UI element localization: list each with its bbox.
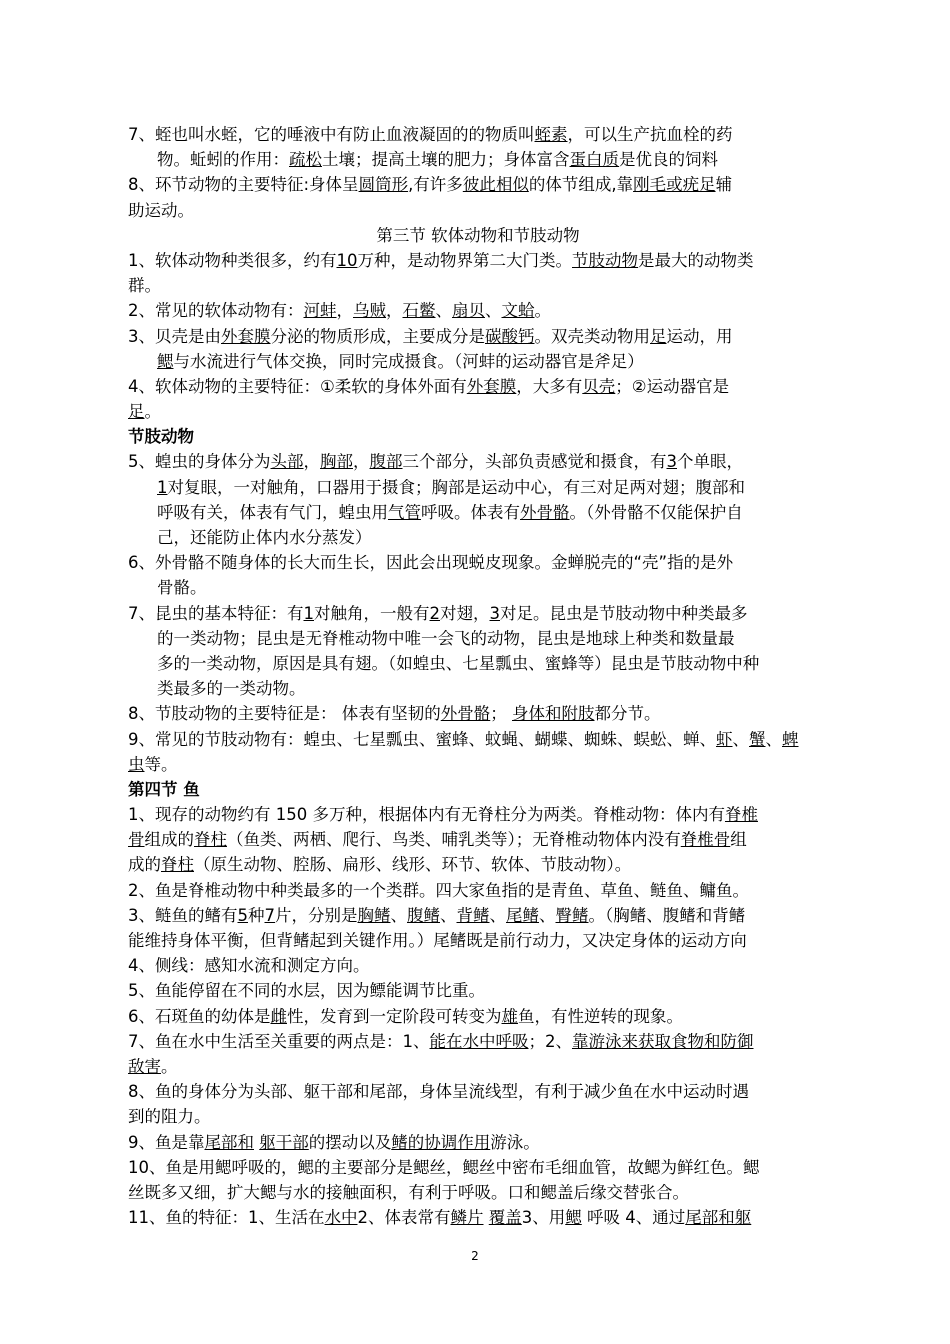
text-run: 万种，是动物界第二大门类。 [357, 250, 572, 270]
answer-blank: 靠游泳来获取食物和防御 [572, 1031, 754, 1051]
answer-blank: 尾鳍 [506, 905, 539, 925]
text-run: 辅 [715, 175, 733, 195]
text-run: 、 [435, 301, 452, 321]
text-run: 第三节 软体动物和节肢动物 [376, 225, 580, 245]
text-line [128, 1104, 828, 1129]
text-run: 5、鱼能停留在不同的水层，因为鳔能调节比重。 [128, 981, 485, 1001]
text-line [128, 903, 828, 928]
answer-blank: 蛭素 [534, 125, 568, 144]
text-run: 游泳。 [490, 1132, 540, 1152]
text-run: 3、贝壳是由 [128, 326, 221, 346]
text-line [128, 374, 828, 399]
text-run: 7、蛭也叫水蛭，它的唾液中有防止血液凝固的的物质叫 [128, 125, 535, 144]
text-run: 物。蚯蚓的作用： [157, 150, 289, 170]
answer-blank: 10 [336, 250, 358, 270]
text-line [128, 651, 828, 676]
text-run: 第四节 鱼 [128, 779, 200, 799]
text-run: 组 [730, 830, 747, 850]
text-run: 呼吸 4、通过 [581, 1208, 686, 1228]
text-run: ， [353, 452, 370, 472]
text-run: 等。 [144, 754, 178, 774]
answer-blank: 蜱 [782, 729, 799, 749]
text-run: 、 [440, 905, 457, 925]
text-line [128, 1155, 828, 1180]
text-line [128, 1054, 828, 1079]
answer-blank: 脊椎骨 [680, 830, 731, 850]
text-line [128, 122, 828, 147]
text-run: 。 [534, 301, 551, 321]
answer-blank: 臀鳍 [555, 905, 589, 925]
answer-blank: 尾部和 [204, 1132, 254, 1152]
text-run: 分泌的物质形成，主要成分是 [270, 326, 485, 346]
answer-blank: 外套膜 [221, 326, 271, 346]
text-run: 种 [248, 905, 265, 925]
text-run: 、 [390, 905, 407, 925]
text-line [128, 273, 828, 298]
text-run: 、 [485, 301, 502, 321]
text-run: 6、石斑鱼的幼体是 [128, 1006, 271, 1026]
text-run: ，可以生产抗血栓的药 [567, 125, 733, 144]
text-run: 己，还能防止体内水分蒸发） [157, 528, 372, 547]
text-run: 对复眼，一对触角，口器用于摄食；胸部是运动中心，有三对足两对翅；腹部和 [167, 477, 745, 497]
answer-blank: 胸部 [320, 452, 353, 472]
text-run: 10、鱼是用鳃呼吸的，鳃的主要部分是鳃丝，鳃丝中密布毛细血管，故鳃为鲜红色。鳃 [128, 1157, 760, 1177]
answer-blank: 足 [650, 326, 667, 346]
answer-blank: 覆盖 [488, 1208, 522, 1228]
answer-blank: 腹部 [369, 452, 403, 472]
text-line [128, 1205, 828, 1230]
text-run: 呼吸有关，体表有气门，蝗虫用 [157, 502, 388, 522]
answer-blank: 蛋白质 [569, 150, 619, 170]
text-run: 4、侧线：感知水流和测定方向。 [128, 956, 370, 976]
answer-blank: 1 [157, 477, 168, 497]
text-run: ，大多有 [516, 376, 583, 396]
answer-blank: 外骨骼 [440, 704, 491, 724]
answer-blank: 外套膜 [466, 376, 517, 396]
text-run: 。（外骨骼不仅能保护自 [569, 502, 743, 522]
text-run: 、 [732, 729, 749, 749]
text-line [128, 1130, 828, 1155]
text-line [128, 752, 828, 777]
text-run: 对足。昆虫是节肢动物中种类最多 [500, 603, 748, 623]
text-line [128, 852, 828, 877]
text-run: 11、鱼的特征：1、生活在 [128, 1208, 325, 1228]
text-line [128, 449, 828, 474]
document-body [128, 122, 828, 1230]
text-run: 丝既多又细，扩大鳃与水的接触面积，有利于呼吸。口和鳃盖后缘交替张合。 [128, 1182, 689, 1202]
text-line [128, 978, 828, 1003]
answer-blank: 鳃 [157, 351, 174, 371]
answer-blank: 鳃 [565, 1208, 582, 1228]
text-line [128, 676, 828, 701]
text-run: 土壤；提高土壤的肥力；身体富含 [322, 150, 570, 170]
text-line [128, 500, 828, 525]
text-run: ,有许多 [408, 175, 463, 195]
text-line [128, 172, 828, 197]
text-line [128, 198, 828, 223]
text-line [128, 701, 828, 726]
answer-blank: 脊椎 [724, 805, 758, 825]
answer-blank: 虫 [128, 754, 145, 774]
answer-blank: 尾部和躯 [685, 1208, 752, 1228]
text-run: 都分节。 [594, 704, 661, 724]
text-run: 。 [144, 402, 161, 422]
text-run: 节肢动物 [128, 427, 194, 447]
text-run: 、 [539, 905, 556, 925]
answer-blank: 敌害 [128, 1056, 161, 1076]
answer-blank: 河蚌 [303, 301, 337, 321]
text-line [128, 727, 828, 752]
text-line [128, 399, 828, 424]
text-run: ；②运动器官是 [615, 376, 730, 396]
text-line [128, 525, 828, 550]
text-run: 成的 [128, 855, 161, 875]
answer-blank: 贝壳 [582, 376, 616, 396]
text-run: 。（胸鳍、腹鳍和背鳍 [588, 905, 746, 925]
answer-blank: 3 [666, 452, 677, 472]
answer-blank: 躯干部 [259, 1132, 309, 1152]
text-run: 7、昆虫的基本特征：有 [128, 603, 304, 623]
text-run: 组成的 [144, 830, 194, 850]
answer-blank: 雌 [270, 1006, 287, 1026]
text-run: ， [386, 301, 403, 321]
text-run: 能维持身体平衡，但背鳍起到关键作用。）尾鳍既是前行动力，又决定身体的运动方向 [128, 931, 747, 950]
text-run: 个单眼， [677, 452, 743, 472]
answer-blank: 虾 [716, 729, 733, 749]
answer-blank: 气管 [388, 502, 421, 522]
text-run: ； [490, 704, 512, 724]
text-line [128, 601, 828, 626]
answer-blank: 雄 [501, 1006, 518, 1026]
page-number: 2 [471, 1249, 479, 1263]
text-line [128, 827, 828, 852]
answer-blank: 2 [429, 603, 440, 623]
answer-blank: 鳞片 [450, 1208, 484, 1228]
text-run: 是最大的动物类 [638, 250, 754, 270]
text-line [128, 248, 828, 273]
text-run: 多的一类动物，原因是具有翅。（如蝗虫、七星瓢虫、蜜蜂等）昆虫是节肢动物中种 [157, 653, 760, 673]
answer-blank: 骨 [128, 830, 145, 850]
answer-blank: 1 [303, 603, 314, 623]
text-line [128, 953, 828, 978]
answer-blank: 足 [128, 402, 145, 422]
text-run: 与水流进行气体交换，同时完成摄食。（河蚌的运动器官是斧足） [173, 351, 644, 371]
text-run: 呼吸。体表有 [421, 502, 520, 522]
answer-blank: 身体和附肢 [512, 704, 595, 724]
text-line [128, 626, 828, 651]
answer-blank: 乌贼 [353, 301, 386, 321]
text-run: 是优良的饲料 [619, 150, 718, 170]
answer-blank: 刚毛或疣足 [633, 175, 716, 195]
text-run: 、 [489, 905, 506, 925]
text-run: （原生动物、腔肠、扁形、线形、环节、软体、节肢动物）。 [194, 855, 632, 875]
answer-blank: 3 [489, 603, 500, 623]
answer-blank: 扇贝 [452, 301, 485, 321]
text-line [128, 878, 828, 903]
text-run: 对翅， [440, 603, 490, 623]
text-run: （鱼类、两栖、爬行、鸟类、哺乳类等）；无脊椎动物体内没有 [227, 830, 681, 850]
answer-blank: 疏松 [289, 150, 322, 170]
text-line [128, 1004, 828, 1029]
text-run: 片，分别是 [275, 905, 358, 925]
answer-blank: 水中 [324, 1208, 358, 1228]
text-run: 。 [161, 1056, 178, 1076]
section-title [128, 223, 828, 248]
answer-blank: 头部 [270, 452, 304, 472]
answer-blank: 能在水中呼吸 [429, 1031, 529, 1051]
text-run: 对触角，一般有 [314, 603, 430, 623]
text-run: 4、软体动物的主要特征：①柔软的身体外面有 [128, 376, 467, 396]
text-run: ；2、 [528, 1031, 572, 1051]
answer-blank: 脊柱 [161, 855, 194, 875]
answer-blank: 5 [237, 905, 248, 925]
text-run: 6、外骨骼不随身体的长大而生长，因此会出现蜕皮现象。金蝉脱壳的“壳”指的是外 [128, 553, 734, 573]
text-run: 鱼，有性逆转的现象。 [518, 1006, 683, 1026]
answer-blank: 胸鳍 [357, 905, 391, 925]
text-line [128, 575, 828, 600]
answer-blank: 碳酸钙 [485, 326, 535, 346]
text-line [128, 298, 828, 323]
text-line [128, 802, 828, 827]
answer-blank: 7 [264, 905, 275, 925]
answer-blank: 石鳖 [402, 301, 436, 321]
text-run: 到的阻力。 [128, 1107, 211, 1127]
text-run: ， [336, 301, 353, 321]
answer-blank: 圆筒形 [358, 175, 409, 195]
answer-blank: 腹鳍 [407, 905, 440, 925]
text-run: 1、现存的动物约有 150 多万种，根据体内有无脊柱分为两类。脊椎动物：体内有 [128, 805, 725, 825]
text-run: 2、常见的软体动物有： [128, 301, 304, 321]
text-run: 类最多的一类动物。 [157, 679, 306, 699]
text-run: 1、软体动物种类很多，约有 [128, 250, 337, 270]
text-line [128, 928, 828, 953]
answer-blank: 外骨骼 [520, 502, 570, 522]
text-run: 3、鲢鱼的鳍有 [128, 905, 238, 925]
section-heading [128, 424, 828, 449]
text-run: 2、鱼是脊椎动物中种类最多的一个类群。四大家鱼指的是青鱼、草鱼、鲢鱼、鳙鱼。 [128, 880, 749, 900]
text-line [128, 475, 828, 500]
answer-blank: 背鳍 [456, 905, 490, 925]
text-run: 2、体表常有 [357, 1208, 451, 1228]
answer-blank: 节肢动物 [572, 250, 638, 270]
text-run: 的摆动以及 [308, 1132, 392, 1152]
text-line [128, 1079, 828, 1104]
answer-blank: 鳍的协调作用 [391, 1132, 491, 1152]
text-run: 的体节组成,靠 [528, 175, 634, 195]
text-run: 、 [765, 729, 782, 749]
answer-blank: 彼此相似 [462, 175, 529, 195]
text-run: 群。 [128, 276, 161, 296]
answer-blank: 蟹 [749, 729, 766, 749]
text-run: 8、环节动物的主要特征:身体呈 [128, 175, 359, 195]
text-line [128, 147, 828, 172]
text-run: 三个部分，头部负责感觉和摄食，有 [402, 452, 667, 472]
section-heading [128, 777, 828, 802]
text-run: ， [303, 452, 320, 472]
text-run: 3、用 [521, 1208, 566, 1228]
text-run: 的一类动物；昆虫是无脊椎动物中唯一会飞的动物，昆虫是地球上种类和数量最 [157, 628, 735, 648]
text-run: 5、蝗虫的身体分为 [128, 452, 271, 472]
text-run: 9、鱼是靠 [128, 1132, 205, 1152]
text-line [128, 1180, 828, 1205]
text-run: 7、鱼在水中生活至关重要的两点是：1、 [128, 1031, 430, 1051]
text-run: 性，发育到一定阶段可转变为 [287, 1006, 502, 1026]
text-run: 8、鱼的身体分为头部、躯干部和尾部，身体呈流线型，有利于减少鱼在水中运动时遇 [128, 1082, 749, 1102]
text-run: 运动，用 [666, 326, 733, 346]
answer-blank: 文蛤 [501, 301, 535, 321]
text-run: 9、常见的节肢动物有：蝗虫、七星瓢虫、蜜蜂、蚊蝇、蝴蝶、蜘蛛、蜈蚣、蝉、 [128, 729, 716, 749]
text-line [128, 349, 828, 374]
text-line [128, 324, 828, 349]
text-run: 骨骼。 [157, 578, 207, 598]
text-run: 8、节肢动物的主要特征是： 体表有坚韧的 [128, 704, 441, 724]
text-run: 。双壳类动物用 [534, 326, 650, 346]
text-run: 助运动。 [128, 200, 194, 220]
text-line [128, 550, 828, 575]
answer-blank: 脊柱 [194, 830, 227, 850]
text-line [128, 1029, 828, 1054]
